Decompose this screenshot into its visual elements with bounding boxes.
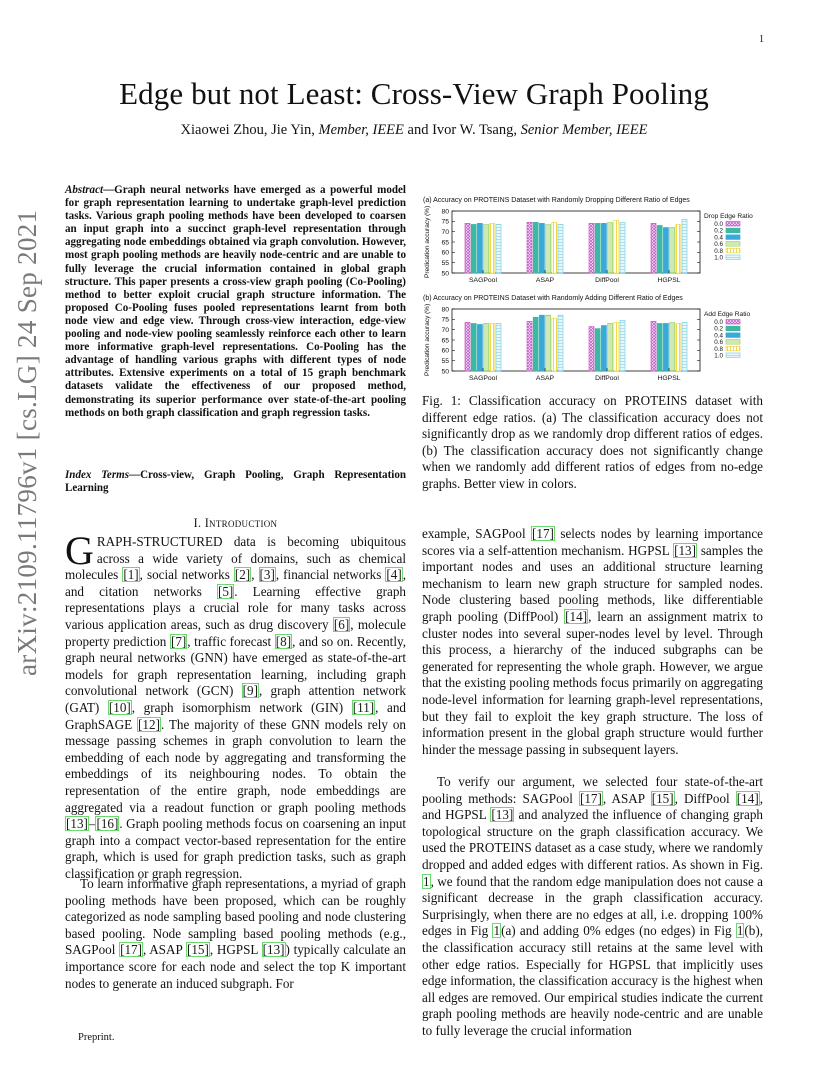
text-run: , financial networks [275,567,386,583]
plot-frame [452,309,700,371]
text-run: (a) and adding 0% edges (no edges) in Fig [501,923,736,939]
bar [539,315,544,371]
index-terms-label: Index Terms [65,469,130,481]
citation-link[interactable]: [14] [565,608,588,624]
x-tick-label: DiffPool [595,277,619,284]
bar [552,318,557,371]
citation-link[interactable]: 1 [423,873,430,889]
bar [670,322,675,371]
text-run: To learn informative graph representations, a myriad of graph pooling methods have been proposed, which can be roughly categorized as node sampling based pooling and node clustering based pooling. Node sampling based pooling methods (e.g., SAGPool [65,876,406,958]
bar [496,224,501,273]
citation-link[interactable]: [14] [736,790,759,806]
bar [589,327,594,371]
citation-link[interactable]: [2] [234,567,251,583]
legend-label: 0.6 [714,339,723,347]
bar [539,223,544,273]
section-heading [65,516,406,531]
section-title: Introduction [204,516,278,530]
bar [651,223,656,273]
text-run: – [88,816,96,832]
citation-link[interactable]: [13] [262,942,285,958]
bar [477,325,482,372]
citation-link[interactable]: 1 [493,923,501,939]
text-run: . Graph pooling methods focus on coarsening an input graph into a compact vector-based representation for the entire graph, which is used for graph prediction tasks, such as graph classification or graph regression. [65,816,406,881]
bar [533,317,538,371]
citation-link[interactable]: [15] [651,790,674,806]
legend-label: 1.0 [714,352,723,360]
legend-swatch [726,228,740,233]
y-axis-label: Predication accuracy (%) [424,303,431,376]
citation-link[interactable]: [6] [333,616,350,632]
text-run: (b), the classification accuracy still retains at the same level with other edge ratios. Especially for HGPSL that implicitly uses edge information, the classification accuracy is the highest when all edges are removed. Our empirical studies indicate the current graph pooling methods are heavily node-centric and are unable to fully leverage the crucial information [422,923,763,1038]
figure-caption: Fig. 1: Classification accuracy on PROTEINS dataset with different edge ratios. (a) The classification accuracy does not significantly drop as we randomly drop different ratios of edges. (b) The classification accuracy does not significantly change when we randomly add different ratios of edges from no-edge graphs. Better view in colors. [422,393,763,491]
citation-link[interactable]: [1] [123,567,139,583]
legend-swatch [726,333,740,338]
legend-title: Add Edge Ratio [704,311,751,318]
citation-link[interactable]: [9] [242,683,258,699]
bar [477,223,482,273]
bar [670,228,675,273]
bar [546,224,551,273]
text-run: RAPH-STRUCTURED data is becoming ubiquitous across a wide variety of domains, such as chemical molecules [65,534,406,583]
citation-link[interactable]: [7] [170,633,187,649]
bar [614,220,619,273]
x-tick-label: DiffPool [595,375,619,382]
y-tick-label: 55 [441,357,449,365]
arxiv-stamp: arXiv:2109.11796v1 [cs.LG] 24 Sep 2021 [12,209,42,676]
text-run: , and HGPSL [422,790,763,823]
legend-swatch [726,235,740,240]
x-tick-label: SAGPool [469,277,497,284]
y-tick-label: 60 [441,347,449,355]
text-run: , molecule property prediction [65,616,406,649]
legend-swatch [726,320,740,325]
legend-label: 1.0 [714,254,723,262]
x-tick-label: ASAP [535,375,555,382]
citation-link[interactable]: [17] [579,790,602,806]
figure-1a-chart [420,193,790,288]
y-tick-label: 65 [441,337,449,345]
legend-swatch [726,346,740,351]
text-run: , and GraphSAGE [65,699,406,732]
legend-swatch [726,222,740,227]
bar [601,326,606,371]
author-role-1: Member, IEEE [318,122,404,138]
bar [657,225,662,273]
author-line [0,122,828,139]
bar [657,323,662,371]
bar [471,323,476,371]
author-role-2: Senior Member, IEEE [520,122,648,138]
bar [682,322,687,371]
intro-paragraph-2 [65,876,406,992]
citation-link[interactable]: [17] [532,526,554,541]
x-tick-label: ASAP [535,277,555,284]
y-tick-label: 55 [441,259,449,267]
text-run: , social networks [139,567,234,583]
citation-link[interactable]: [17] [120,942,142,958]
legend-label: 0.6 [714,241,723,249]
legend-title: Drop Edge Ratio [704,213,753,220]
figure-1b-chart [420,291,790,386]
bar [608,222,613,273]
bar [595,223,600,273]
citation-link[interactable]: [8] [275,633,292,649]
citation-link[interactable]: [13] [66,816,88,832]
bar [676,323,681,371]
index-terms [65,469,406,495]
x-tick-label: HGPSL [657,375,681,382]
abstract-label: Abstract [65,184,104,196]
citation-link[interactable]: [3] [259,567,275,583]
bar [601,223,606,273]
legend-label: 0.2 [714,325,723,333]
bar [558,224,563,273]
citation-link[interactable]: [13] [674,542,697,558]
text-run: . Learning effective graph representations plays a crucial role for many tasks across various application areas, such as drug discovery [65,583,406,632]
plot-frame [452,211,700,273]
y-tick-label: 50 [441,368,449,376]
footer-note: Preprint. [78,1032,115,1043]
bar [471,224,476,273]
bar [663,228,668,273]
x-tick-label: HGPSL [657,277,681,284]
page-number: 1 [759,34,764,45]
bar [484,323,489,371]
y-tick-label: 75 [441,218,449,226]
text-run: , ASAP [142,942,186,958]
bar [614,322,619,371]
text-run: example, SAGPool [422,526,532,541]
right-paragraph-2 [422,774,763,1040]
text-run: . The majority of these GNN models rely on message passing schemes in graph convolution to learn the embedding of each node by aggregating and transforming the embeddings of its neighbouring nodes. To obtain the representation of the entire graph, node embeddings are aggregated via a readout function or graph pooling methods [65,716,406,815]
y-tick-label: 80 [441,306,449,314]
bar [682,219,687,273]
bar [527,222,532,273]
legend-label: 0.8 [714,247,723,255]
bar [533,222,538,273]
bar [527,321,532,371]
y-tick-label: 70 [441,228,449,236]
bar [608,323,613,371]
y-tick-label: 50 [441,270,449,278]
text-run: , learn an assignment matrix to cluster nodes into several super-nodes level by level. Through this process, a hierarchy of the induced subgraphs can be generated for representing the whole graph. However, we argue that the existing pooling methods focus primarily on aggregating node-level information for learning graph-level representations, but they fail to exploit the key graph structure. The loss of information present in the global graph structure would further hinder the message passing in subsequent layers. [422,608,763,757]
abstract [65,184,406,420]
text-run: To verify our argument, we selected four state-of-the-art pooling methods: SAGPool [422,774,763,806]
citation-link[interactable]: 1 [736,923,744,939]
chart-title: (b) Accuracy on PROTEINS Dataset with Randomly Adding Different Ratio of Edges [423,295,683,302]
bar [663,323,668,371]
legend-swatch [726,248,740,253]
section-number: I. [193,516,205,530]
legend-label: 0.4 [714,234,723,242]
citation-link[interactable]: [13] [491,807,514,823]
y-tick-label: 70 [441,326,449,334]
legend-label: 0.8 [714,345,723,353]
text-run: and analyzed the influence of changing graph topological structure on the graph classification accuracy. We used the PROTEINS dataset as a case study, where we randomly dropped and added edges with different ratios. As shown in Fig. [422,807,763,872]
citation-link[interactable]: [15] [186,942,209,958]
text-run: selects nodes by learning importance scores via a self-attention mechanism. HGPSL [422,526,763,558]
y-tick-label: 60 [441,249,449,257]
text-run: , [251,567,259,583]
legend-label: 0.0 [714,221,723,228]
bar [620,320,625,371]
y-tick-label: 75 [441,316,449,324]
legend-label: 0.4 [714,332,723,340]
right-paragraph-1 [422,526,763,758]
citation-link[interactable]: [12] [138,716,160,732]
text-run: , traffic forecast [187,633,275,649]
text-run: , graph isomorphism network (GIN) [131,699,352,715]
text-run: ) typically calculate an importance score for each node and select the top K important nodes to generate an induced subgraph. For [65,942,406,991]
citation-link[interactable]: [16] [96,816,119,832]
abstract-text: —Graph neural networks have emerged as a powerful model for graph representation learning to undertake graph-level prediction tasks. Various graph pooling methods have been developed to coarsen an input graph into a succinct graph-level representation through aggregating node embeddings obtained via graph convolution. However, most graph pooling methods are heavily node-centric and are unable to fully leverage the crucial information contained in global graph structure. This paper presents a cross-view graph pooling (Co-Pooling) method to better exploit crucial graph structure information. The proposed Co-Pooling fuses pooled representations learnt from both node view and edge view. Through cross-view interaction, edge-view pooling and node-view pooling seamlessly reinforce each other to learn more informative graph-level representations. Co-Pooling has the advantage of handling various graphs with different types of node attributes. Extensive experiments on a total of 15 graph benchmark datasets validate the effectiveness of our proposed method, demonstrating its superior performance over state-of-the-art pooling methods on both graph classification and graph regression tasks. [65,184,406,419]
text-run: , DiffPool [674,790,736,806]
text-run: samples the important nodes and uses an additional structure learning mechanism to learn new graph structure for sampled nodes. Node clustering based pooling methods, like differentiable graph pooling (DiffPool) [422,542,763,624]
legend-label: 0.2 [714,227,723,235]
bar [490,223,495,273]
y-tick-label: 65 [441,239,449,247]
author-names-1: Xiaowei Zhou, Jie Yin, [180,122,319,138]
legend-swatch [726,326,740,331]
y-axis-label: Predication accuracy (%) [424,205,431,278]
index-terms-text: —Cross-view, Graph Pooling, Graph Representation Learning [65,469,406,495]
text-run: , graph attention network (GAT) [65,683,406,715]
drop-cap: G [65,528,94,573]
text-run: , HGPSL [209,942,262,958]
citation-link[interactable]: [10] [108,699,131,715]
legend-swatch [726,340,740,345]
bar [620,222,625,273]
text-run: , we found that the random edge manipulation does not cause a significant decrease in the graph classification accuracy. Surprisingly, when there are no edges at all, i.e. dropping 100% edges in Fig [422,873,763,939]
citation-link[interactable]: [11] [352,699,375,715]
chart-title: (a) Accuracy on PROTEINS Dataset with Randomly Dropping Different Ratio of Edges [423,197,690,204]
legend-label: 0.0 [714,319,723,326]
text-run: , and so on. Recently, graph neural networks (GNN) have emerged as state-of-the-art models for graph representation learning, including graph convolutional network (GCN) [65,633,406,699]
author-names-2: and Ivor W. Tsang, [403,122,521,138]
text-run: , and citation networks [65,567,406,599]
bar [490,323,495,371]
bar [552,222,557,273]
intro-paragraph-1 [65,528,406,882]
bar [465,322,470,371]
bar [651,321,656,371]
y-tick-label: 80 [441,208,449,216]
bar [465,223,470,273]
legend-swatch [726,242,740,247]
x-tick-label: SAGPool [469,375,497,382]
bar [676,224,681,273]
bar [558,315,563,371]
legend-swatch [726,255,740,260]
bar [484,224,489,273]
bar [595,329,600,371]
bar [546,315,551,371]
citation-link[interactable]: [5] [217,583,234,599]
legend-swatch [726,353,740,358]
bar [496,323,501,371]
paper-title: Edge but not Least: Cross-View Graph Pooling [119,76,709,111]
bar [589,223,594,273]
text-run: , ASAP [602,790,651,806]
citation-link[interactable]: [4] [386,567,402,583]
